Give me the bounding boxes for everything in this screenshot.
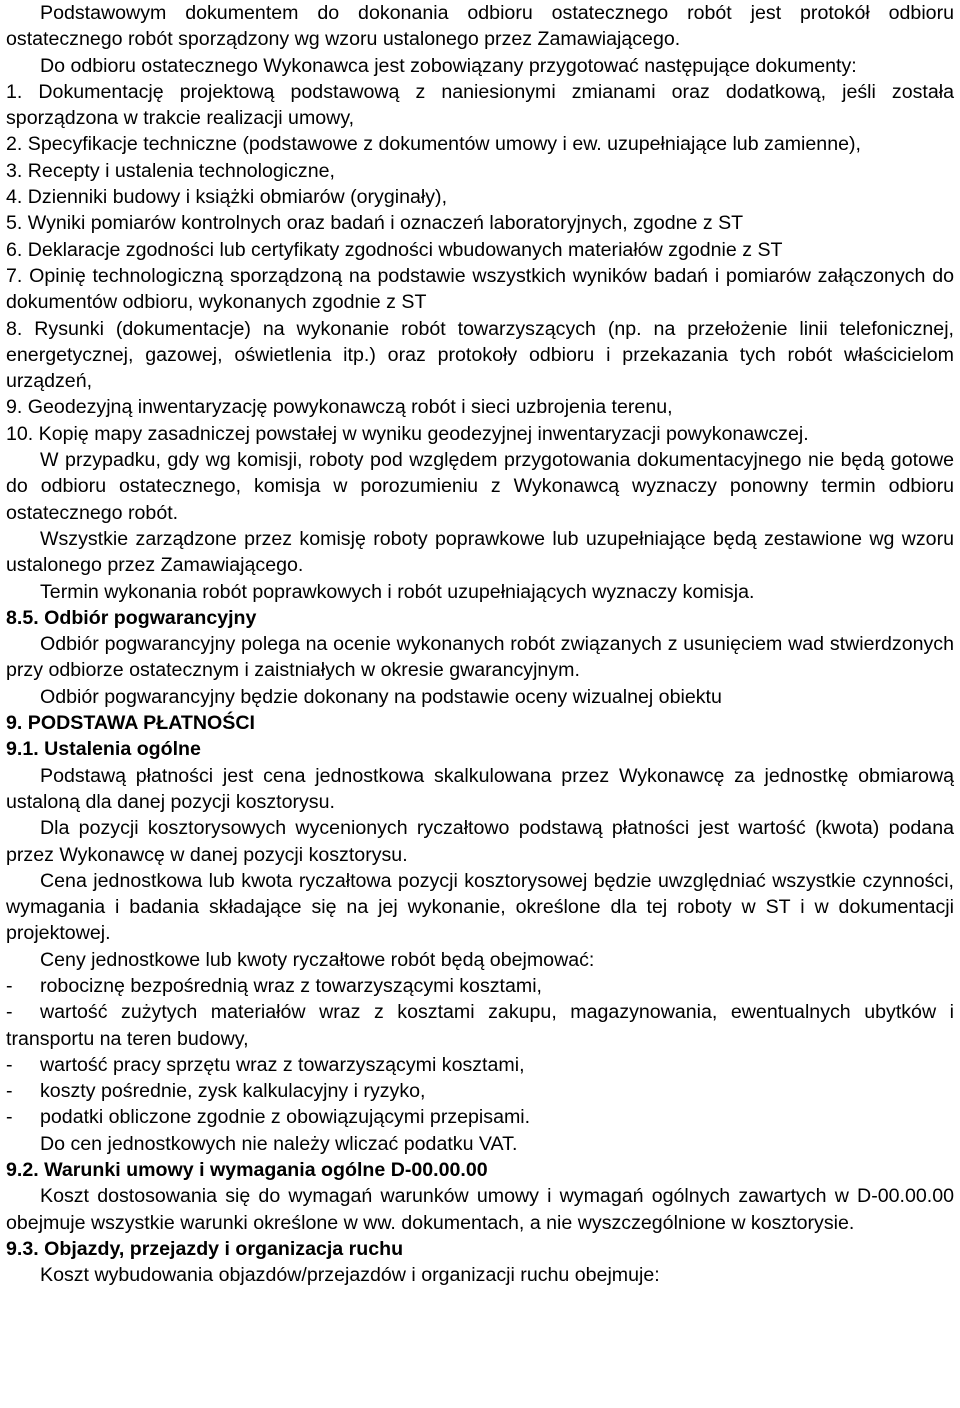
section-heading-9-3: 9.3. Objazdy, przejazdy i organizacja ruchu xyxy=(6,1237,404,1260)
bullet-dash: - xyxy=(6,1053,13,1076)
section-heading-9: 9. PODSTAWA PŁATNOŚCI xyxy=(6,712,255,735)
paragraph: W przypadku, gdy wg komisji, roboty pod względem przygotowania dokumentacyjnego nie będą gotowe do odbioru ostatecznego, komisja w porozumieniu z Wykonawcą wyznaczy ponowny termin odbioru ostatecznego robót. xyxy=(6,449,954,524)
paragraph: Odbiór pogwarancyjny będzie dokonany na podstawie oceny wizualnej obiektu xyxy=(40,685,722,708)
paragraph: Ceny jednostkowe lub kwoty ryczałtowe robót będą obejmować: xyxy=(40,948,595,971)
paragraph: Podstawą płatności jest cena jednostkowa skalkulowana przez Wykonawcę za jednostkę obmiarową ustaloną dla danej pozycji kosztorysu. xyxy=(6,764,954,813)
bullet-dash: - xyxy=(6,1080,13,1103)
paragraph: Cena jednostkowa lub kwota ryczałtowa pozycji kosztorysowej będzie uwzględniać wszystkie czynności, wymagania i badania składające się na jej wykonanie, określone dla tej roboty w ST i w dokumentacji projektowej. xyxy=(6,869,954,945)
section-heading-9-1: 9.1. Ustalenia ogólne xyxy=(6,738,201,761)
bullet-dash: - xyxy=(6,974,13,997)
bullet-item xyxy=(6,1052,954,1078)
paragraph: Podstawowym dokumentem do dokonania odbioru ostatecznego robót jest protokół odbioru ostatecznego robót sporządzony wg wzoru ustalonego przez Zamawiającego. xyxy=(6,2,954,51)
paragraph: Koszt wybudowania objazdów/przejazdów i organizacji ruchu obejmuje: xyxy=(40,1264,660,1287)
bullet-dash: - xyxy=(6,1106,13,1129)
paragraph: Koszt dostosowania się do wymagań warunków umowy i wymagań ogólnych zawartych w D-00.00.00 obejmuje wszystkie warunki określone w ww. dokumentach, a nie wyszczególnione w kosztorysie. xyxy=(6,1185,954,1234)
paragraph: Termin wykonania robót poprawkowych i robót uzupełniających wyznaczy komisja. xyxy=(40,580,755,603)
list-item: 2. Specyfikacje techniczne (podstawowe z dokumentów umowy i ew. uzupełniające lub zamienne), xyxy=(6,133,861,156)
list-item: 9. Geodezyjną inwentaryzację powykonawczą robót i sieci uzbrojenia terenu, xyxy=(6,396,673,419)
list-item: 4. Dzienniki budowy i książki obmiarów (oryginały), xyxy=(6,186,448,209)
bullet-text: robociznę bezpośrednią wraz z towarzyszącymi kosztami, xyxy=(40,974,543,997)
list-item: 5. Wyniki pomiarów kontrolnych oraz badań i oznaczeń laboratoryjnych, zgodne z ST xyxy=(6,212,744,235)
bullet-item xyxy=(6,1104,954,1130)
bullet-text: koszty pośrednie, zysk kalkulacyjny i ryzyko, xyxy=(40,1080,426,1103)
section-heading-8-5: 8.5. Odbiór pogwarancyjny xyxy=(6,606,257,629)
paragraph: Do odbioru ostatecznego Wykonawca jest zobowiązany przygotować następujące dokumenty: xyxy=(40,54,857,77)
paragraph: Wszystkie zarządzone przez komisję roboty poprawkowe lub uzupełniające będą zestawione wg wzoru ustalonego przez Zamawiającego. xyxy=(6,527,954,577)
section-heading-9-2: 9.2. Warunki umowy i wymagania ogólne D-00.00.00 xyxy=(6,1159,488,1182)
list-item: 8. Rysunki (dokumentacje) na wykonanie robót towarzyszących (np. na przełożenie linii telefonicznej, energetycznej, gazowej, oświetlenia itp.) oraz protokoły odbioru i przekazania tych robót właścicielom urządzeń, xyxy=(6,317,954,393)
bullet-dash: - xyxy=(6,1001,13,1024)
bullet-text: wartość pracy sprzętu wraz z towarzyszącymi kosztami, xyxy=(40,1053,525,1076)
paragraph: Do cen jednostkowych nie należy wliczać podatku VAT. xyxy=(40,1132,518,1155)
list-item: 7. Opinię technologiczną sporządzoną na podstawie wszystkich wyników badań i pomiarów załączonych do dokumentów odbioru, wykonanych zgodnie z ST xyxy=(6,264,954,314)
bullet-item xyxy=(6,973,954,999)
bullet-item xyxy=(6,999,954,1052)
bullet-text: wartość zużytych materiałów wraz z kosztami zakupu, magazynowania, ewentualnych ubytków i transportu na teren budowy, xyxy=(6,1001,954,1050)
list-item: 3. Recepty i ustalenia technologiczne, xyxy=(6,159,335,182)
bullet-item xyxy=(6,1078,954,1104)
paragraph: Dla pozycji kosztorysowych wycenionych ryczałtowo podstawą płatności jest wartość (kwota) podana przez Wykonawcę w danej pozycji kosztorysu. xyxy=(6,817,954,866)
bullet-text: podatki obliczone zgodnie z obowiązującymi przepisami. xyxy=(40,1106,531,1129)
list-item: 6. Deklaracje zgodności lub certyfikaty zgodności wbudowanych materiałów zgodnie z ST xyxy=(6,238,783,261)
list-item: 10. Kopię mapy zasadniczej powstałej w wyniku geodezyjnej inwentaryzacji powykonawczej. xyxy=(6,422,809,445)
list-item: 1. Dokumentację projektową podstawową z naniesionymi zmianami oraz dodatkową, jeśli została sporządzona w trakcie realizacji umowy, xyxy=(6,80,954,130)
paragraph: Odbiór pogwarancyjny polega na ocenie wykonanych robót związanych z usunięciem wad stwierdzonych przy odbiorze ostatecznym i zaistniałych w okresie gwarancyjnym. xyxy=(6,633,954,682)
